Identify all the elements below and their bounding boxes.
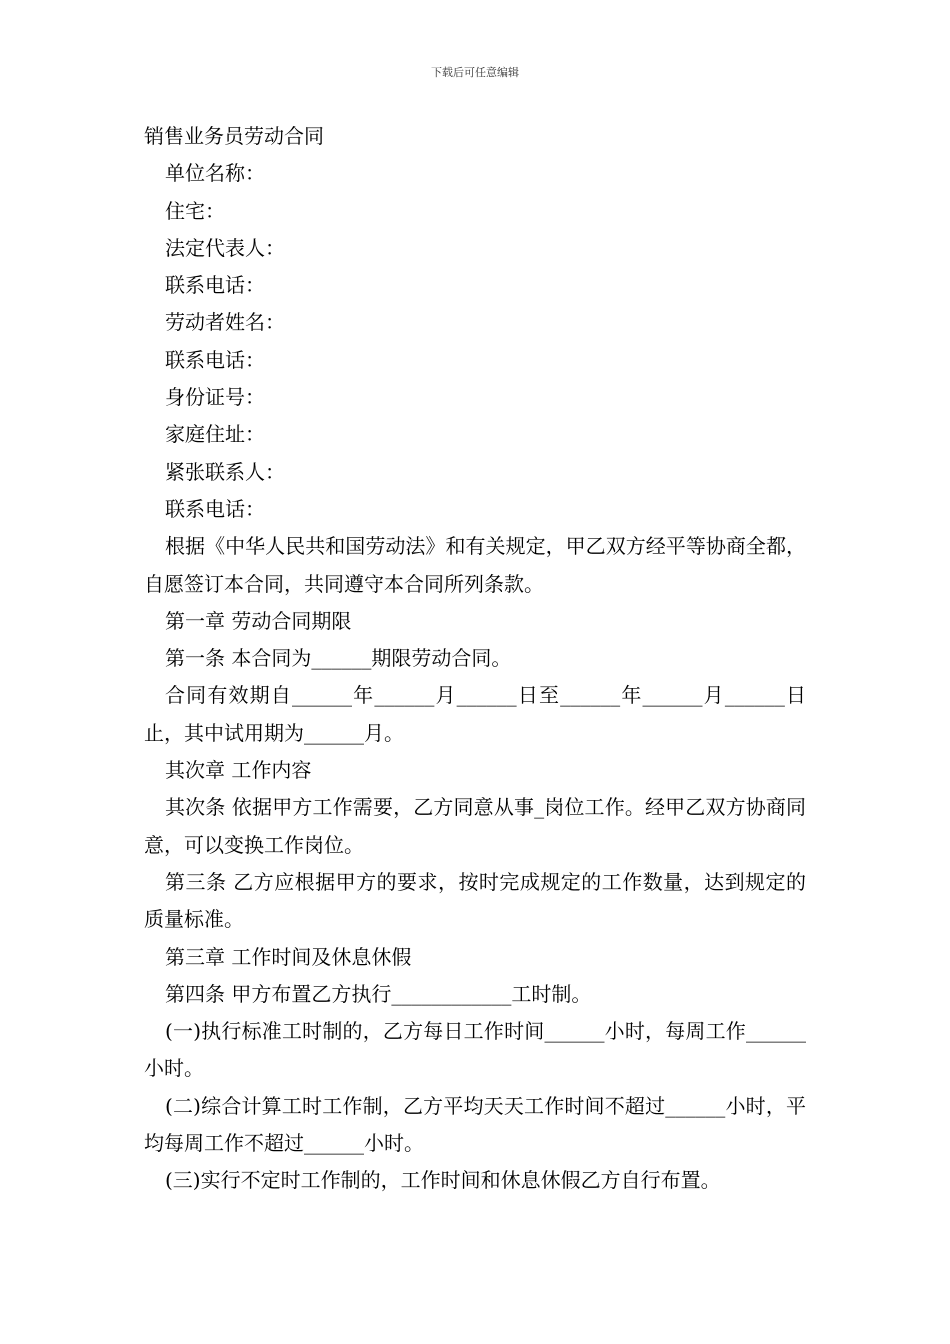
contract-term-paragraph: 合同有效期自______年______月______日至______年______月______日止，其中试用期为______月。 bbox=[144, 683, 806, 745]
field-id-number: 身份证号： bbox=[165, 385, 265, 410]
field-unit-name: 单位名称： bbox=[165, 161, 265, 186]
chapter-1-heading: 第一章 劳动合同期限 bbox=[165, 608, 352, 633]
article-3: 第三条 乙方应根据甲方的要求，按时完成规定的工作数量，达到规定的质量标准。 bbox=[144, 869, 806, 932]
article-1: 第一条 本合同为______期限劳动合同。 bbox=[165, 646, 512, 671]
field-worker-phone: 联系电话： bbox=[165, 347, 265, 372]
field-emergency-contact: 紧张联系人： bbox=[165, 459, 285, 484]
chapter-2-heading: 其次章 工作内容 bbox=[165, 758, 312, 783]
field-worker-name: 劳动者姓名： bbox=[165, 310, 285, 335]
chapter-3-heading: 第三章 工作时间及休息休假 bbox=[165, 944, 412, 969]
article-4: 第四条 甲方布置乙方执行____________工时制。 bbox=[165, 981, 592, 1006]
field-residence: 住宅： bbox=[165, 198, 225, 223]
document-title: 销售业务员劳动合同 bbox=[144, 124, 324, 148]
contract-body bbox=[144, 118, 806, 1200]
field-employer-phone: 联系电话： bbox=[165, 273, 265, 298]
field-legal-representative: 法定代表人： bbox=[165, 235, 285, 260]
field-emergency-phone: 联系电话： bbox=[165, 496, 265, 521]
article-4-item-2: (二)综合计算工时工作制，乙方平均天天工作时间不超过______小时，平均每周工作不超过______小时。 bbox=[144, 1093, 806, 1156]
article-4-item-3: (三)实行不定时工作制的，工作时间和休息休假乙方自行布置。 bbox=[165, 1168, 721, 1193]
page-header-note: 下载后可任意编辑 bbox=[431, 66, 519, 79]
article-4-item-1: (一)执行标准工时制的，乙方每日工作时间______小时，每周工作______小时。 bbox=[144, 1019, 806, 1081]
field-home-address: 家庭住址： bbox=[165, 422, 265, 447]
preamble-paragraph: 根据《中华人民共和国劳动法》和有关规定，甲乙双方经平等协商全都，自愿签订本合同，共同遵守本合同所列条款。 bbox=[144, 534, 806, 596]
article-2: 其次条 依据甲方工作需要，乙方同意从事_岗位工作。经甲乙双方协商同意，可以变换工作岗位。 bbox=[144, 795, 806, 857]
